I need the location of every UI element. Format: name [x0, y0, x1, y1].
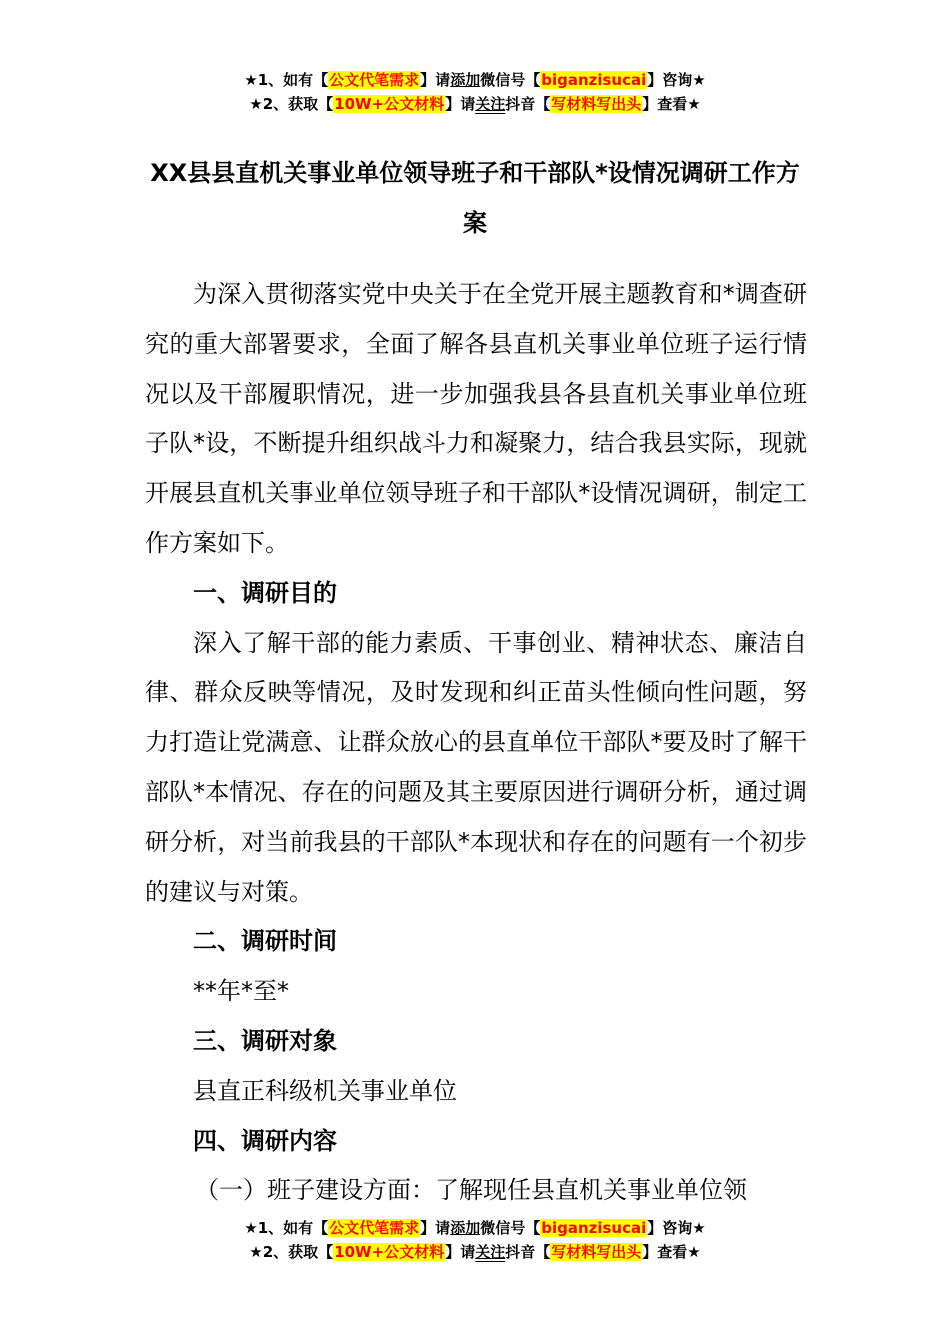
top-banner [0, 68, 950, 116]
section-heading-time: 二、调研时间 [193, 927, 337, 956]
banner-highlight-materials: 10W+公文材料 [334, 1243, 445, 1261]
intro-paragraph: 为深入贯彻落实党中央关于在全党开展主题教育和*调查研究的重大部署要求，全面了解各县直机关事业单位班子运行情况以及干部履职情况，进一步加强我县各县直机关事业单位班子队*设，不断提升组织战斗力和凝聚力，结合我县实际，现就开展县直机关事业单位领导班子和干部队*设情况调研，制定工作方案如下。 [145, 280, 807, 557]
banner-text: 抖音【 [505, 1243, 551, 1261]
banner-emphasis: 关注 [475, 95, 506, 113]
bottom-banner [0, 1216, 950, 1264]
banner-highlight-wechat: biganzisucai [541, 71, 647, 89]
banner-text: ★2、获取【 [249, 95, 334, 113]
banner-emphasis: 添加 [450, 71, 481, 89]
banner-text: 】查看★ [642, 1243, 701, 1261]
banner-line-2 [0, 92, 950, 116]
banner-text: 】咨询★ [647, 1219, 706, 1237]
banner-text: 微信号【 [480, 71, 541, 89]
banner-emphasis: 关注 [475, 1243, 506, 1261]
banner-text: 微信号【 [480, 1219, 541, 1237]
banner-text: 】请 [420, 1219, 451, 1237]
section-heading-content: 四、调研内容 [193, 1126, 337, 1155]
section-body-target: 县直正科级机关事业单位 [193, 1076, 457, 1105]
banner-highlight-wechat: biganzisucai [541, 1219, 647, 1237]
banner-text: 】咨询★ [647, 71, 706, 89]
banner-highlight-materials: 10W+公文材料 [334, 95, 445, 113]
banner-text: 抖音【 [505, 95, 551, 113]
banner-text: ★1、如有【 [244, 1219, 329, 1237]
banner-text: 】查看★ [642, 95, 701, 113]
banner-highlight-service: 公文代笔需求 [329, 1219, 420, 1237]
banner-text: ★2、获取【 [249, 1243, 334, 1261]
banner-emphasis: 添加 [450, 1219, 481, 1237]
section-body-purpose: 深入了解干部的能力素质、干事创业、精神状态、廉洁自律、群众反映等情况，及时发现和纠正苗头性倾向性问题，努力打造让党满意、让群众放心的县直单位干部队*要及时了解干部队*本情况、存在的问题及其主要原因进行调研分析，通过调研分析，对当前我县的干部队*本现状和存在的问题有一个初步的建议与对策。 [145, 628, 807, 906]
banner-highlight-douyin: 写材料写出头 [551, 1243, 642, 1261]
banner-line-1 [0, 1216, 950, 1240]
banner-text: 】请 [445, 1243, 476, 1261]
banner-line-2 [0, 1240, 950, 1264]
banner-text: 】请 [420, 71, 451, 89]
section-body-time: **年*至* [193, 977, 289, 1006]
banner-text: ★1、如有【 [244, 71, 329, 89]
banner-text: 】请 [445, 95, 476, 113]
section-heading-purpose: 一、调研目的 [193, 578, 337, 607]
document-title: XX县县直机关事业单位领导班子和干部队*设情况调研工作方案 [150, 159, 800, 237]
section-heading-target: 三、调研对象 [193, 1026, 337, 1055]
document-body [145, 270, 807, 1216]
banner-highlight-douyin: 写材料写出头 [551, 95, 642, 113]
subsection-team-building: （一）班子建设方面：了解现任县直机关事业单位领 [195, 1176, 747, 1205]
banner-line-1 [0, 68, 950, 92]
banner-highlight-service: 公文代笔需求 [329, 71, 420, 89]
